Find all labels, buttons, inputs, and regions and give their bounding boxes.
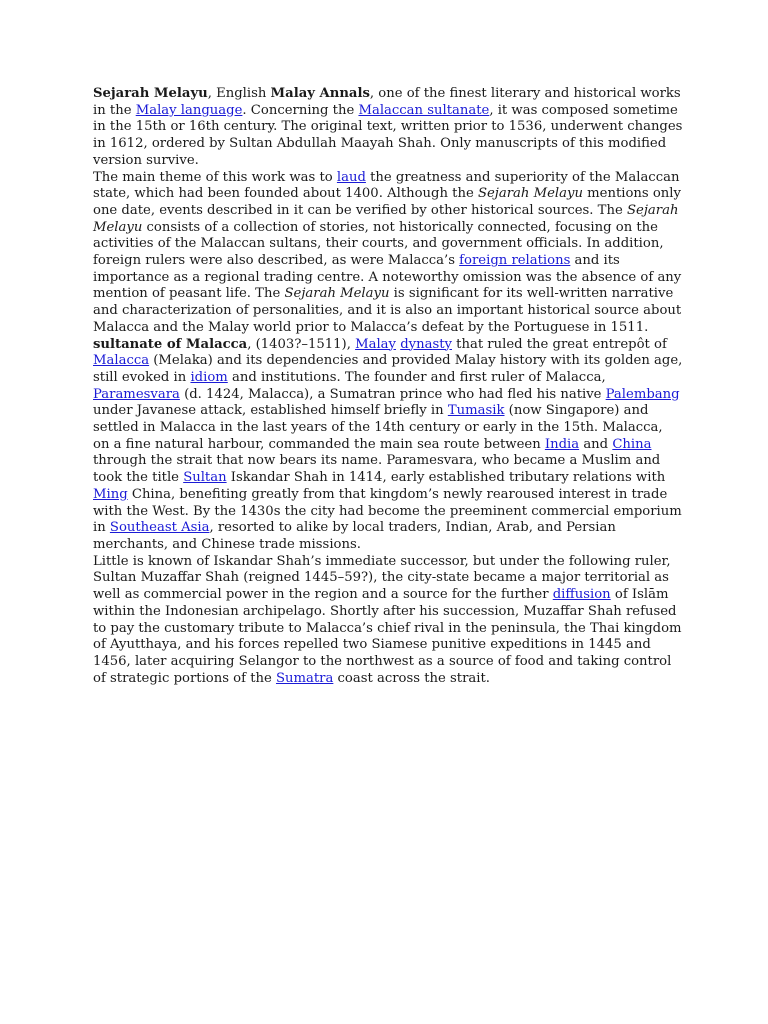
sultanate-of-malacca-term: sultanate of Malacca: [93, 336, 248, 352]
text-run: consists of a collection of stories, not historically connected, focusing on the activities of the Malaccan sultans, their courts, and government officials. In addition, foreign rulers were also described, as were Malacca’s: [93, 219, 664, 269]
text-run: Iskandar Shah in 1414, early established tributary relations with: [226, 470, 666, 486]
sultanate-successor-paragraph: [93, 554, 683, 688]
text-run: is significant for its well-written narrative and characterization of personalities, and it is also an important historical source about Malacca and the Malay world prior to Malacca’s defeat by the Portuguese in 1511.: [93, 286, 682, 335]
sejarah-melayu-italic: Sejarah Melayu: [477, 186, 583, 202]
text-run: (now Singapore) and settled in Malacca in the last years of the 14th century or early in the 15th. Malacca, on a fine natural harbour, commanded the main sea route between: [93, 403, 663, 452]
text-run: The main theme of this work was to: [93, 169, 337, 185]
document-page: [93, 86, 683, 687]
link-idiom[interactable]: idiom: [190, 369, 228, 385]
link-palembang[interactable]: Palembang: [605, 386, 680, 402]
text-run: of Islām within the Indonesian archipelago. Shortly after his succession, Muzaffar Shah refused to pay the customary tribute to Malacca’s chief rival in the peninsula, the Thai kingdom of Ayutthaya, and his forces repelled two Siamese punitive expeditions in 1445 and 1456, later acquiring Selangor to the northwest as a source of food and taking control of strategic portions of the: [93, 587, 682, 686]
link-paramesvara[interactable]: Paramesvara: [93, 386, 180, 402]
malay-annals-term: Malay Annals: [270, 86, 370, 101]
text-run: , it was composed sometime in the 15th or 16th century. The original text, written prior to 1536, underwent changes in 1612, ordered by Sultan Abdullah Maayah Shah. Only manuscripts of this modified version survive.: [93, 102, 683, 168]
text-run: mentions only one date, events described in it can be verified by other historical sources. The: [93, 186, 681, 218]
sultanate-intro-paragraph: [93, 337, 683, 554]
text-run: and institutions. The founder and first ruler of Malacca,: [227, 369, 606, 385]
text-run: and its importance as a regional trading centre. A noteworthy omission was the absence of any mention of peasant life. The: [93, 253, 682, 302]
text-run: (Melaka) and its dependencies and provided Malay history with its golden age, still evoked in: [93, 353, 683, 385]
text-run: and: [579, 436, 613, 452]
sejarah-intro-paragraph: [93, 86, 683, 170]
text-run: coast across the strait.: [333, 670, 490, 686]
link-sumatra[interactable]: Sumatra: [275, 670, 334, 686]
sejarah-melayu-italic: Sejarah Melayu: [284, 286, 390, 302]
link-malay[interactable]: Malay: [355, 336, 396, 352]
text-run: . Concerning the: [242, 102, 359, 118]
link-diffusion[interactable]: diffusion: [552, 587, 611, 603]
link-ming[interactable]: Ming: [93, 486, 128, 502]
link-malacca[interactable]: Malacca: [93, 353, 150, 369]
link-laud[interactable]: laud: [336, 169, 366, 185]
text-run: , one of the finest literary and historical works in the: [93, 86, 681, 118]
text-run: , English: [207, 86, 271, 101]
text-run: Little is known of Iskandar Shah’s immediate successor, but under the following ruler, Sultan Muzaffar Shah (reigned 1445–59?), the city-state became a major territorial as well as commercial power in the region and a source for the further: [93, 553, 671, 603]
text-run: the greatness and superiority of the Malaccan state, which had been founded about 1400. Although the: [93, 169, 680, 202]
link-malaccan-sultanate[interactable]: Malaccan sultanate: [358, 102, 490, 118]
link-southeast-asia[interactable]: Southeast Asia: [109, 520, 210, 536]
sejarah-theme-paragraph: [93, 170, 683, 337]
link-dynasty[interactable]: dynasty: [400, 336, 452, 352]
link-india[interactable]: India: [544, 436, 580, 452]
text-run: under Javanese attack, established himself briefly in: [93, 403, 448, 419]
sejarah-melayu-italic: Sejarah Melayu: [93, 202, 679, 235]
text-run: , (1403?–1511),: [247, 336, 356, 352]
sejarah-melayu-term: Sejarah Melayu: [93, 86, 208, 101]
text-run: , resorted to alike by local traders, Indian, Arab, and Persian merchants, and Chinese trade missions.: [93, 520, 616, 552]
link-sultan[interactable]: Sultan: [183, 470, 227, 486]
link-foreign-relations[interactable]: foreign relations: [459, 253, 571, 269]
link-china[interactable]: China: [612, 436, 652, 452]
text-run: that ruled the great entrepôt of: [451, 336, 667, 352]
text-run: (d. 1424, Malacca), a Sumatran prince who had fled his native: [179, 386, 606, 402]
text-run: China, benefiting greatly from that kingdom’s newly rearoused interest in trade with the West. By the 1430s the city had become the preeminent commercial emporium in: [93, 486, 682, 536]
text-run: through the strait that now bears its name. Paramesvara, who became a Muslim and took the title: [93, 453, 661, 486]
link-tumasik[interactable]: Tumasik: [447, 403, 505, 419]
link-malay-language[interactable]: Malay language: [135, 102, 243, 118]
